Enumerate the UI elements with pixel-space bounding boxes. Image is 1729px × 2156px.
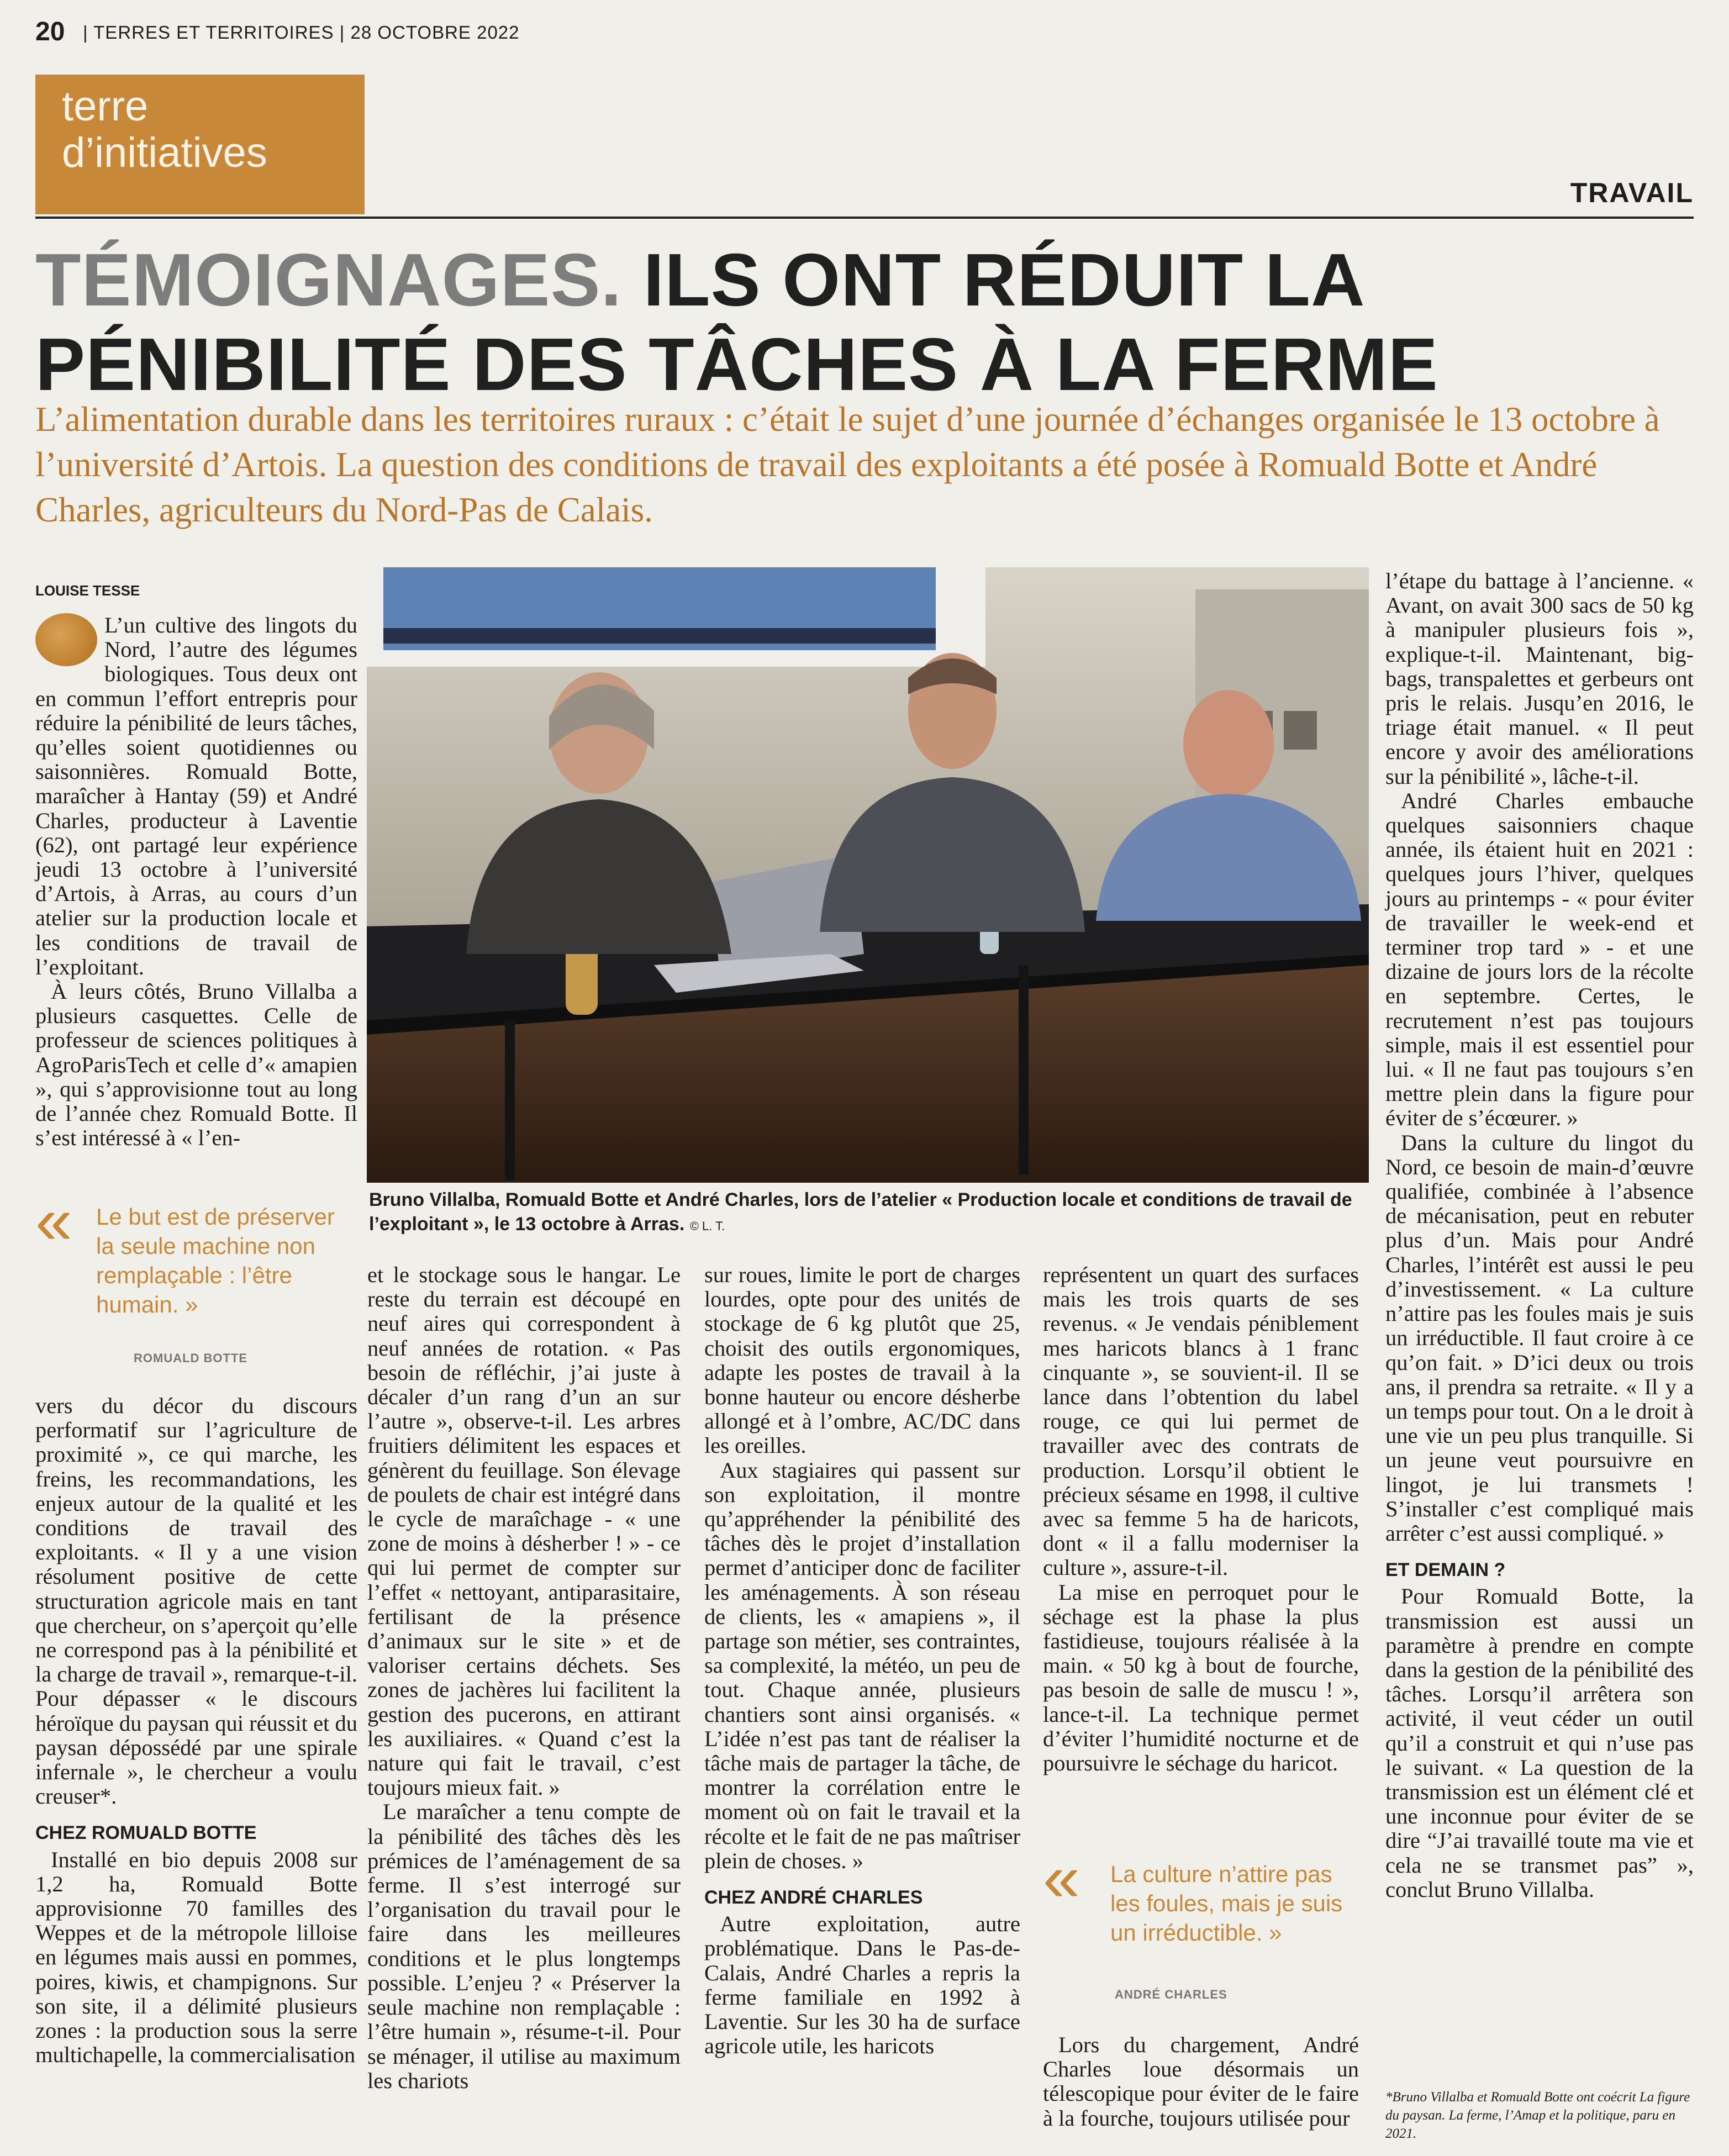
body-paragraph: André Charles embauche quelques saisonniers chaque année, ils étaient huit en 2021 : quelques jours l’hiver, quelques jours au printemps - « pour éviter de travailler le week-end et terminer trop tard » - et une dizaine de jours lors de la récolte en septembre. Certes, le recrutement n’est pas toujours simple, mais il est essentiel pour lui. « Il ne faut pas toujours s’en mettre plein dans la figure pour éviter de s’écœurer. » bbox=[1385, 788, 1694, 1131]
pull-quote-charles bbox=[1043, 1841, 1359, 2022]
column-4-bottom bbox=[1043, 2033, 1359, 2131]
byline: LOUISE TESSE bbox=[35, 582, 140, 599]
section-banner-line1: terre bbox=[62, 83, 149, 130]
headline-line2: PÉNIBILITÉ DES TÂCHES À LA FERME bbox=[35, 323, 1438, 406]
body-paragraph: Installé en bio depuis 2008 sur 1,2 ha, Romuald Botte approvisionne 70 familles des Weppes et de la métropole lilloise en légumes mais aussi en pommes, poires, kiwis, et champignons. Sur son site, il a délimité plusieurs zones : la production sous la serre multichapelle, la commercialisation bbox=[35, 1847, 357, 2068]
body-paragraph: Autre exploitation, autre problématique. Dans le Pas-de-Calais, André Charles a repris la ferme familiale en 1992 à Laventie. Sur les 30 ha de surface agricole utile, les haricots bbox=[704, 1911, 1020, 2059]
quote-mark-icon: « bbox=[35, 1184, 72, 1258]
body-paragraph: et le stockage sous le hangar. Le reste du terrain est découpé en neuf aires qui correspondent à neuf années de rotation. « Pas besoin de réfléchir, j’ai juste à décaler d’un rang d’un an sur l’autre », observe-t-il. Les arbres fruitiers délimitent les espaces et génèrent du feuillage. Son élevage de poulets de chair est intégré dans le cycle de maraîchage - « une zone de moins à désherber ! » - ce qui lui permet de compter sur l’effet « nettoyant, antiparasitaire, fertilisant de la présence d’animaux sur le site » et de valoriser certains déchets. Ses zones de jachères lui facilitent la gestion des pucerons, en attirant les auxiliaires. « Quand c’est la nature qui fait le travail, c’est toujours mieux fait. » bbox=[367, 1262, 681, 1800]
column-3 bbox=[704, 1263, 1020, 2059]
body-paragraph: La mise en perroquet pour le séchage est la phase la plus fastidieuse, toujours réalisée à la main. « 50 kg à bout de fourche, pas besoin de salle de muscu ! », lance-t-il. La technique permet d’éviter l’humidité nocturne et de poursuivre le séchage du haricot. bbox=[1043, 1579, 1359, 1776]
body-paragraph: Pour Romuald Botte, la transmission est aussi un paramètre à prendre en compte dans la gestion de la pénibilité des tâches. Lorsqu’il arrêtera son activité, il veut céder un outil qu’il a construit et qui n’use pas le suivant. « La question de la transmission est un élément clé et une inconnue pour éviter de se dire “J’ai travaillé toute ma vie et cela ne se transmet pas” », conclut Bruno Villalba. bbox=[1385, 1584, 1694, 1902]
column-5 bbox=[1385, 569, 1694, 1902]
rubric-label: TRAVAIL bbox=[1570, 177, 1694, 208]
quote-mark-icon: « bbox=[1043, 1841, 1080, 1915]
headline bbox=[35, 238, 1693, 407]
body-paragraph: Dans la culture du lingot du Nord, ce besoin de main-d’œuvre qualifiée, combinée à l’absence de mécanisation, peut en rebuter plus d’un. Mais pour André Charles, l’intérêt est aussi le peu d’investissement. « La culture n’attire pas les foules mais je suis un irréductible. Il faut croire à ce qu’on fait. » D’ici deux ou trois ans, il prendra sa retraite. « Il y a un temps pour tout. On a le droit à une vie un peu plus tranquille. Si un jeune veut poursuivre en lingot, je lui transmets ! S’installer c’est compliqué mais arrêter c’est aussi compliqué. » bbox=[1385, 1130, 1694, 1546]
footnote: *Bruno Villalba et Romuald Botte ont coécrit La figure du paysan. La ferme, l’Amap et la politique, paru en 2021. bbox=[1385, 2090, 1690, 2141]
column-4 bbox=[1043, 1263, 1359, 1775]
pull-quote-text: Le but est de préserver la seule machine non remplaçable : l’être humain. » bbox=[96, 1204, 335, 1317]
pull-quote-botte bbox=[35, 1184, 357, 1381]
body-paragraph: l’étape du battage à l’ancienne. « Avant, on avait 300 sacs de 50 kg à manipuler plusieurs fois », explique-t-il. Maintenant, big-bags, transpalettes et gerbeurs ont pris le relais. Jusqu’en 2016, le triage était manuel. « Il peut encore y avoir des améliorations sur la pénibilité », lâche-t-il. bbox=[1385, 568, 1694, 789]
photo-caption bbox=[369, 1188, 1366, 1238]
column-2 bbox=[367, 1263, 681, 2093]
photo-caption-text: Bruno Villalba, Romuald Botte et André Charles, lors de l’atelier « Production locale et conditions de travail de l’exploitant », le 13 octobre à Arras. bbox=[369, 1189, 1352, 1235]
subheading: CHEZ ROMUALD BOTTE bbox=[35, 1822, 257, 1844]
body-paragraph: Aux stagiaires qui passent sur son exploitation, il montre qu’appréhender la pénibilité des tâches dès le projet d’installation permet d’anticiper donc de faciliter les aménagements. À son réseau de clients, les « amapiens », il partage son métier, ses contraintes, sa complexité, la météo, un peu de tout. Chaque année, plusieurs chantiers sont ainsi organisés. « L’idée n’est pas tant de réaliser la tâche mais de partager la tâche, de montrer la corrélation entre le moment où on fait le travail et la récolte et le fait de ne pas maîtriser plein de choses. » bbox=[704, 1457, 1020, 1873]
drop-cap-bullet bbox=[35, 613, 104, 668]
page-number: 20 bbox=[35, 17, 65, 46]
subheading: CHEZ ANDRÉ CHARLES bbox=[704, 1887, 923, 1909]
deck: L’alimentation durable dans les territoires ruraux : c’était le sujet d’une journée d’échanges organisée le 13 octobre à l’université d’Artois. La question des conditions de travail des exploitants a été posée à Romuald Botte et André Charles, agriculteurs du Nord-Pas de Calais. bbox=[35, 400, 1660, 529]
body-paragraph: vers du décor du discours performatif sur l’agriculture de proximité », ce qui marche, les freins, les recommandations, les enjeux autour de la qualité et les conditions de travail des exploitants. « Il y a une vision résolument positive de cette structuration agricole mais en tant que chercheur, on s’aperçoit qu’elle ne correspond pas à la pénibilité et la charge de travail », remarque-t-il. Pour dépasser « le discours héroïque du paysan qui réussit et du paysan dépossédé par une spirale infernale », le chercheur a voulu creuser*. bbox=[35, 1393, 357, 1809]
subheading: ET DEMAIN ? bbox=[1385, 1559, 1506, 1581]
column-1-top bbox=[35, 613, 357, 1150]
body-paragraph: Lors du chargement, André Charles loue désormais un télescopique pour éviter de le faire à la fourche, toujours utilisée pour bbox=[1043, 2032, 1359, 2131]
running-title: | TERRES ET TERRITOIRES | 28 OCTOBRE 2022 bbox=[83, 22, 520, 43]
body-paragraph: représentent un quart des surfaces mais les trois quarts de ses revenus. « Je vendais péniblement mes haricots blancs à 1 franc cinquante », se souvient-il. Il se lance dans l’obtention du label rouge, ce qui lui permet de travailler avec des contrats de production. Lorsqu’il obtient le précieux sésame en 1998, il cultive avec sa femme 5 ha de haricots, dont « il a fallu moderniser la culture », assure-t-il. bbox=[1043, 1262, 1359, 1580]
article-photo bbox=[367, 567, 1369, 1183]
body-paragraph: L’un cultive des lingots du Nord, l’autre des légumes biologiques. Tous deux ont en commun l’effort entrepris pour réduire la pénibilité de leurs tâches, qu’elles soient quotidiennes ou saisonnières. Romuald Botte, maraîcher à Hantay (59) et André Charles, producteur à Laventie (62), ont partagé leur expérience jeudi 13 octobre à l’université d’Artois, à Arras, au cours d’un atelier sur la production locale et les conditions de travail de l’exploitant. bbox=[35, 613, 357, 979]
section-banner bbox=[35, 75, 365, 214]
photo-credit: © L. T. bbox=[689, 1219, 725, 1233]
headline-line1: ILS ONT RÉDUIT LA bbox=[643, 238, 1366, 321]
pull-quote-author: ROMUALD BOTTE bbox=[134, 1351, 248, 1365]
section-banner-line2: d’initiatives bbox=[62, 129, 267, 176]
body-paragraph: À leurs côtés, Bruno Villalba a plusieurs casquettes. Celle de professeur de sciences politiques à AgroParisTech et celle d’« amapien », qui s’approvisionne tout au long de l’année chez Romuald Botte. Il s’est intéressé à « l’en- bbox=[35, 979, 357, 1151]
body-paragraph: sur roues, limite le port de charges lourdes, opte pour des unités de stockage de 6 kg plutôt que 25, choisit des outils ergonomiques, adapte les postes de travail à la bonne hauteur ou encore désherbe allongé et à l’ombre, AC/DC dans les oreilles. bbox=[704, 1262, 1020, 1458]
pull-quote-text: La culture n’attire pas les foules, mais je suis un irréductible. » bbox=[1110, 1861, 1343, 1946]
header-rule bbox=[35, 217, 1694, 219]
workshop-photo bbox=[367, 567, 1369, 1183]
body-paragraph: Le maraîcher a tenu compte de la pénibilité des tâches dès les prémices de l’aménagement de sa ferme. Il s’est interrogé sur l’organisation du travail pour le faire dans les meilleures conditions et le plus longtemps possible. L’enjeu ? « Préserver la seule machine non remplaçable : l’être humain », résume-t-il. Pour se ménager, il utilise au maximum les chariots bbox=[367, 1799, 681, 2093]
headline-kicker: TÉMOIGNAGES. bbox=[35, 238, 623, 321]
pull-quote-author: ANDRÉ CHARLES bbox=[1115, 1988, 1227, 2001]
column-1-bottom bbox=[35, 1394, 357, 2067]
